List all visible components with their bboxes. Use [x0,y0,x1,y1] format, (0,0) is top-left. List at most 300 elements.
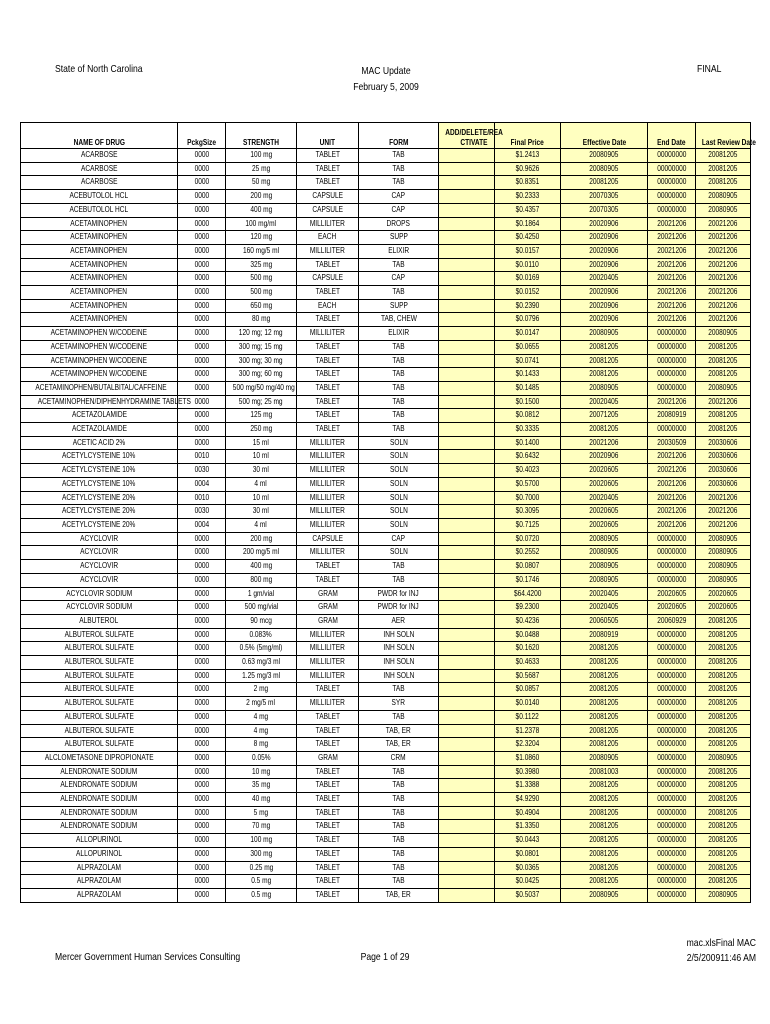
cell-drug-name: ACETAMINOPHEN W/CODEINE [21,340,178,354]
cell-end-date: 00000000 [648,669,696,683]
cell-drug-name: ACEBUTOLOL HCL [21,203,178,217]
cell-final-price: $0.7125 [495,518,561,532]
footer-page-number: Page 1 of 29 [360,951,410,963]
cell-strength: 250 mg [226,423,297,437]
table-row [21,697,751,711]
cell-end-date: 20021206 [648,464,696,478]
cell-drug-name: ALBUTEROL [21,614,178,628]
cell-end-date: 20030509 [648,436,696,450]
table-row [21,299,751,313]
cell-drug-name: ALENDRONATE SODIUM [21,820,178,834]
cell-form: SOLN [359,477,439,491]
cell-unit: TABLET [297,573,359,587]
cell-effective-date: 20081205 [561,806,648,820]
cell-pckg-size: 0000 [178,340,226,354]
cell-final-price: $9.2300 [495,601,561,615]
cell-effective-date: 20020605 [561,518,648,532]
cell-drug-name: ACETAMINOPHEN W/CODEINE [21,327,178,341]
cell-form: SOLN [359,518,439,532]
header-title-block [315,63,456,95]
cell-form: TAB [359,765,439,779]
cell-effective-date: 20081205 [561,861,648,875]
cell-unit: TABLET [297,738,359,752]
cell-pckg-size: 0000 [178,149,226,163]
cell-unit: MILLILITER [297,669,359,683]
cell-strength: 400 mg [226,560,297,574]
cell-effective-date: 20080905 [561,751,648,765]
cell-effective-date: 20081205 [561,642,648,656]
cell-action [439,532,495,546]
cell-last-review-date: 20081205 [696,697,751,711]
cell-drug-name: ACEBUTOLOL HCL [21,190,178,204]
cell-end-date: 00000000 [648,532,696,546]
cell-final-price: $0.2333 [495,190,561,204]
table-row [21,505,751,519]
cell-final-price: $0.0147 [495,327,561,341]
table-row [21,244,751,258]
cell-last-review-date: 20081205 [696,793,751,807]
cell-end-date: 00000000 [648,683,696,697]
cell-effective-date: 20020906 [561,244,648,258]
cell-action [439,368,495,382]
cell-form: CAP [359,272,439,286]
cell-effective-date: 20081205 [561,176,648,190]
table-row [21,875,751,889]
cell-final-price: $0.6432 [495,450,561,464]
cell-form: TAB [359,793,439,807]
cell-pckg-size: 0000 [178,231,226,245]
cell-end-date: 20021206 [648,258,696,272]
cell-effective-date: 20020906 [561,258,648,272]
cell-action [439,697,495,711]
cell-end-date: 20020605 [648,587,696,601]
cell-form: DROPS [359,217,439,231]
cell-last-review-date: 20080905 [696,381,751,395]
cell-pckg-size: 0010 [178,450,226,464]
cell-form: SOLN [359,450,439,464]
cell-pckg-size: 0000 [178,710,226,724]
cell-form: TAB [359,162,439,176]
cell-end-date: 20020605 [648,601,696,615]
cell-last-review-date: 20081205 [696,162,751,176]
cell-action [439,299,495,313]
cell-pckg-size: 0000 [178,793,226,807]
cell-drug-name: ALBUTEROL SULFATE [21,669,178,683]
cell-last-review-date: 20081205 [696,779,751,793]
cell-action [439,286,495,300]
cell-action [439,765,495,779]
cell-action [439,628,495,642]
cell-effective-date: 20020405 [561,491,648,505]
cell-form: CAP [359,203,439,217]
cell-action [439,450,495,464]
cell-effective-date: 20020405 [561,587,648,601]
cell-end-date: 00000000 [648,423,696,437]
cell-pckg-size: 0000 [178,614,226,628]
cell-strength: 0.25 mg [226,861,297,875]
cell-drug-name: ALBUTEROL SULFATE [21,697,178,711]
cell-pckg-size: 0004 [178,477,226,491]
cell-final-price: $0.4236 [495,614,561,628]
cell-strength: 0.5% (5mg/ml) [226,642,297,656]
cell-effective-date: 20080905 [561,149,648,163]
cell-strength: 70 mg [226,820,297,834]
cell-action [439,217,495,231]
cell-form: TAB [359,875,439,889]
cell-drug-name: ALBUTEROL SULFATE [21,710,178,724]
cell-form: TAB [359,820,439,834]
cell-form: TAB [359,354,439,368]
cell-action [439,464,495,478]
cell-unit: TABLET [297,368,359,382]
cell-form: TAB [359,258,439,272]
cell-effective-date: 20081205 [561,656,648,670]
cell-pckg-size: 0000 [178,861,226,875]
table-row [21,560,751,574]
cell-strength: 15 ml [226,436,297,450]
cell-form: SOLN [359,546,439,560]
table-body [21,149,751,903]
cell-unit: MILLILITER [297,436,359,450]
table-row [21,203,751,217]
table-row [21,861,751,875]
table-row [21,176,751,190]
cell-action [439,560,495,574]
cell-unit: TABLET [297,381,359,395]
cell-final-price: $0.4904 [495,806,561,820]
cell-form: TAB [359,423,439,437]
cell-last-review-date: 20021206 [696,299,751,313]
cell-unit: GRAM [297,587,359,601]
cell-drug-name: ACETYLCYSTEINE 20% [21,491,178,505]
cell-form: INH SOLN [359,642,439,656]
cell-pckg-size: 0000 [178,751,226,765]
table-row [21,518,751,532]
cell-action [439,793,495,807]
cell-action [439,491,495,505]
cell-form: INH SOLN [359,628,439,642]
cell-action [439,587,495,601]
cell-pckg-size: 0000 [178,656,226,670]
header-state: State of North Carolina [55,63,143,75]
cell-action [439,477,495,491]
cell-strength: 0.083% [226,628,297,642]
cell-unit: TABLET [297,340,359,354]
cell-pckg-size: 0000 [178,162,226,176]
cell-unit: GRAM [297,751,359,765]
cell-drug-name: ACYCLOVIR [21,573,178,587]
header-title: MAC Update [361,65,411,77]
table-row [21,327,751,341]
cell-action [439,710,495,724]
cell-pckg-size: 0000 [178,847,226,861]
cell-pckg-size: 0000 [178,436,226,450]
cell-strength: 1 gm/vial [226,587,297,601]
cell-form: TAB [359,560,439,574]
cell-effective-date: 20021206 [561,436,648,450]
cell-effective-date: 20081205 [561,793,648,807]
cell-last-review-date: 20080905 [696,751,751,765]
cell-drug-name: ACETAZOLAMIDE [21,409,178,423]
cell-effective-date: 20081205 [561,710,648,724]
cell-effective-date: 20020906 [561,217,648,231]
header-final-label: FINAL [697,63,722,75]
cell-last-review-date: 20081205 [696,656,751,670]
cell-effective-date: 20081205 [561,697,648,711]
cell-end-date: 00000000 [648,847,696,861]
table-row [21,190,751,204]
cell-form: SOLN [359,436,439,450]
cell-action [439,436,495,450]
cell-unit: TABLET [297,793,359,807]
cell-effective-date: 20020906 [561,299,648,313]
cell-pckg-size: 0000 [178,423,226,437]
cell-strength: 160 mg/5 ml [226,244,297,258]
cell-action [439,518,495,532]
cell-action [439,409,495,423]
cell-last-review-date: 20030606 [696,477,751,491]
cell-strength: 5 mg [226,806,297,820]
cell-drug-name: ACYCLOVIR SODIUM [21,601,178,615]
cell-last-review-date: 20081205 [696,642,751,656]
cell-last-review-date: 20081205 [696,820,751,834]
cell-effective-date: 20071205 [561,409,648,423]
cell-form: CAP [359,190,439,204]
cell-unit: MILLILITER [297,450,359,464]
table-row [21,793,751,807]
table-row [21,888,751,902]
cell-action [439,738,495,752]
cell-pckg-size: 0000 [178,368,226,382]
cell-end-date: 20021206 [648,244,696,258]
cell-pckg-size: 0000 [178,258,226,272]
cell-strength: 100 mg/ml [226,217,297,231]
cell-effective-date: 20070305 [561,203,648,217]
cell-strength: 4 mg [226,724,297,738]
table-row [21,231,751,245]
cell-drug-name: ALENDRONATE SODIUM [21,793,178,807]
cell-end-date: 00000000 [648,368,696,382]
cell-drug-name: ACETYLCYSTEINE 10% [21,450,178,464]
table-row [21,834,751,848]
cell-unit: MILLILITER [297,628,359,642]
footer-filename: mac.xlsFinal MAC [686,937,756,949]
cell-form: CAP [359,532,439,546]
table-row [21,614,751,628]
cell-drug-name: ALBUTEROL SULFATE [21,724,178,738]
table-row [21,751,751,765]
cell-pckg-size: 0004 [178,518,226,532]
cell-action [439,751,495,765]
cell-final-price: $0.0169 [495,272,561,286]
cell-strength: 30 ml [226,505,297,519]
cell-last-review-date: 20030606 [696,464,751,478]
table-row [21,149,751,163]
cell-strength: 0.5 mg [226,875,297,889]
cell-final-price: $0.3095 [495,505,561,519]
cell-final-price: $0.0443 [495,834,561,848]
cell-effective-date: 20080905 [561,532,648,546]
table-row [21,258,751,272]
footer-file-info [653,936,756,966]
cell-pckg-size: 0000 [178,286,226,300]
cell-unit: GRAM [297,614,359,628]
cell-final-price: $0.9626 [495,162,561,176]
cell-pckg-size: 0000 [178,381,226,395]
table-row [21,573,751,587]
cell-unit: TABLET [297,395,359,409]
cell-end-date: 00000000 [648,710,696,724]
cell-action [439,888,495,902]
table-row [21,628,751,642]
cell-strength: 10 ml [226,491,297,505]
cell-effective-date: 20081205 [561,875,648,889]
cell-pckg-size: 0000 [178,395,226,409]
cell-end-date: 00000000 [648,779,696,793]
cell-final-price: $0.4250 [495,231,561,245]
cell-last-review-date: 20080905 [696,327,751,341]
cell-form: TAB [359,861,439,875]
cell-form: SUPP [359,231,439,245]
cell-end-date: 20021206 [648,272,696,286]
cell-strength: 10 mg [226,765,297,779]
table-row [21,381,751,395]
cell-last-review-date: 20021206 [696,313,751,327]
cell-effective-date: 20060505 [561,614,648,628]
cell-final-price: $0.0488 [495,628,561,642]
cell-final-price: $1.3350 [495,820,561,834]
cell-action [439,340,495,354]
cell-pckg-size: 0000 [178,299,226,313]
cell-form: TAB, ER [359,724,439,738]
cell-end-date: 00000000 [648,149,696,163]
table-row [21,395,751,409]
table-row [21,491,751,505]
cell-unit: TABLET [297,875,359,889]
cell-drug-name: ACETAMINOPHEN [21,231,178,245]
cell-form: TAB [359,779,439,793]
cell-last-review-date: 20080905 [696,532,751,546]
cell-unit: MILLILITER [297,327,359,341]
cell-last-review-date: 20081205 [696,738,751,752]
cell-last-review-date: 20080905 [696,546,751,560]
cell-end-date: 00000000 [648,327,696,341]
cell-action [439,313,495,327]
cell-last-review-date: 20021206 [696,286,751,300]
cell-end-date: 00000000 [648,806,696,820]
cell-drug-name: ALPRAZOLAM [21,888,178,902]
cell-strength: 300 mg; 60 mg [226,368,297,382]
cell-final-price: $0.0807 [495,560,561,574]
cell-unit: MILLILITER [297,642,359,656]
cell-action [439,505,495,519]
cell-effective-date: 20020906 [561,286,648,300]
cell-pckg-size: 0030 [178,505,226,519]
col-header-unit: UNIT [297,123,359,149]
cell-effective-date: 20080905 [561,888,648,902]
cell-pckg-size: 0000 [178,217,226,231]
cell-final-price: $0.0801 [495,847,561,861]
cell-unit: TABLET [297,779,359,793]
cell-last-review-date: 20030606 [696,436,751,450]
cell-final-price: $0.1620 [495,642,561,656]
cell-action [439,203,495,217]
footer-company: Mercer Government Human Services Consulting [55,951,241,963]
cell-form: TAB [359,368,439,382]
cell-final-price: $0.1122 [495,710,561,724]
cell-strength: 80 mg [226,313,297,327]
cell-strength: 500 mg; 25 mg [226,395,297,409]
cell-action [439,395,495,409]
cell-last-review-date: 20020605 [696,601,751,615]
cell-effective-date: 20081205 [561,683,648,697]
cell-unit: EACH [297,299,359,313]
table-row [21,286,751,300]
cell-last-review-date: 20080905 [696,190,751,204]
cell-final-price: $64.4200 [495,587,561,601]
cell-action [439,162,495,176]
table-row [21,587,751,601]
cell-unit: TABLET [297,861,359,875]
cell-action [439,231,495,245]
col-header-action: ADD/DELETE/REA CTIVATE [439,123,495,149]
cell-strength: 4 ml [226,477,297,491]
cell-drug-name: ACETAMINOPHEN [21,299,178,313]
cell-strength: 200 mg [226,532,297,546]
cell-form: TAB [359,395,439,409]
cell-strength: 500 mg/vial [226,601,297,615]
cell-pckg-size: 0000 [178,628,226,642]
cell-form: SOLN [359,464,439,478]
cell-drug-name: ALENDRONATE SODIUM [21,806,178,820]
cell-drug-name: ALPRAZOLAM [21,875,178,889]
cell-last-review-date: 20021206 [696,395,751,409]
cell-strength: 90 mcg [226,614,297,628]
cell-end-date: 00000000 [648,354,696,368]
col-header-effective-date: Effective Date [561,123,648,149]
cell-unit: TABLET [297,176,359,190]
cell-form: TAB [359,683,439,697]
cell-final-price: $0.4633 [495,656,561,670]
cell-effective-date: 20020405 [561,395,648,409]
cell-drug-name: ALCLOMETASONE DIPROPIONATE [21,751,178,765]
cell-strength: 200 mg [226,190,297,204]
cell-unit: TABLET [297,560,359,574]
cell-action [439,820,495,834]
cell-pckg-size: 0000 [178,560,226,574]
cell-unit: MILLILITER [297,505,359,519]
cell-unit: TABLET [297,724,359,738]
cell-effective-date: 20081205 [561,738,648,752]
cell-unit: TABLET [297,888,359,902]
cell-final-price: $0.7000 [495,491,561,505]
col-header-strength: STRENGTH [226,123,297,149]
cell-end-date: 20021206 [648,286,696,300]
cell-end-date: 00000000 [648,628,696,642]
cell-effective-date: 20081003 [561,765,648,779]
cell-last-review-date: 20081205 [696,614,751,628]
cell-form: AER [359,614,439,628]
cell-drug-name: ALENDRONATE SODIUM [21,779,178,793]
cell-form: TAB [359,286,439,300]
cell-last-review-date: 20081205 [696,340,751,354]
cell-end-date: 20021206 [648,505,696,519]
table-row [21,354,751,368]
cell-end-date: 00000000 [648,546,696,560]
cell-action [439,258,495,272]
cell-drug-name: ACETAMINOPHEN [21,217,178,231]
cell-final-price: $0.8351 [495,176,561,190]
